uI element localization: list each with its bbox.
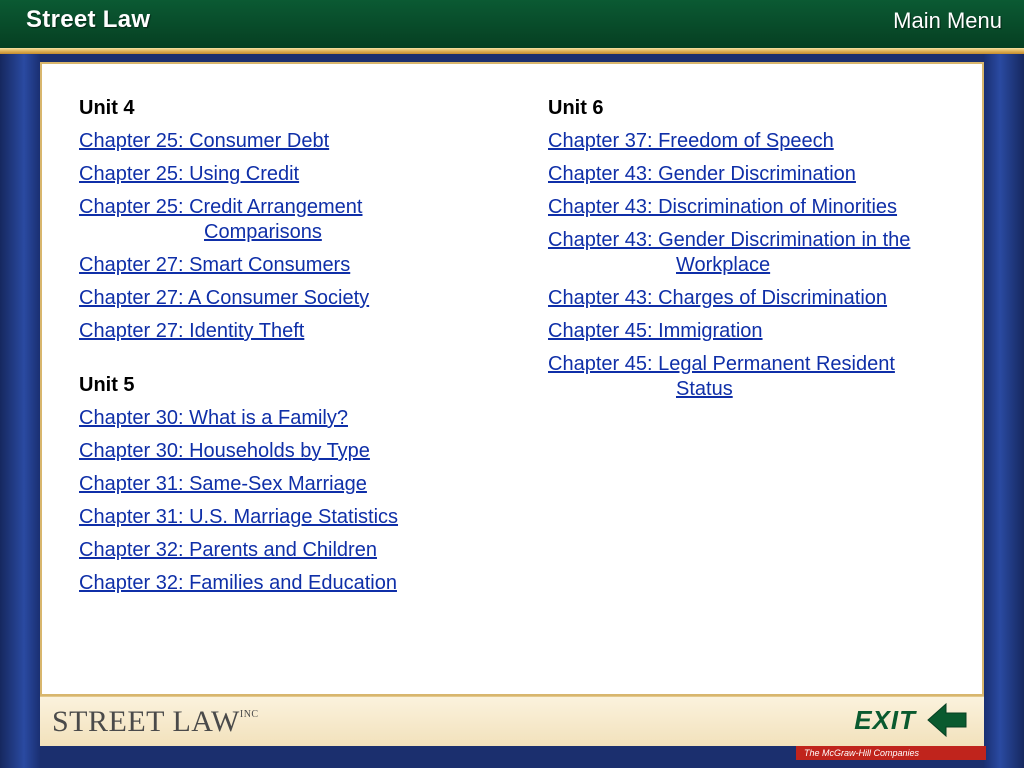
chapter-link[interactable]: Chapter 37: Freedom of Speech <box>548 130 834 152</box>
chapter-link[interactable]: Chapter 45: Immigration <box>548 320 763 342</box>
chapter-link[interactable]: Chapter 45: Legal Permanent Resident Status <box>548 353 895 400</box>
exit-button[interactable] <box>854 702 968 738</box>
chapter-link[interactable]: Chapter 32: Families and Education <box>79 572 397 594</box>
chapter-link[interactable]: Chapter 32: Parents and Children <box>79 539 377 561</box>
chapter-link[interactable]: Chapter 43: Discrimination of Minorities <box>548 196 898 218</box>
chapter-link[interactable]: Chapter 31: Same-Sex Marriage <box>79 473 367 495</box>
footer-bar <box>40 696 984 747</box>
top-bar <box>0 0 1024 48</box>
left-arrow-icon <box>926 702 968 738</box>
street-law-logo: STREET $LAW^{INC}$ <box>52 705 259 738</box>
right-frame <box>984 54 1024 768</box>
chapter-link[interactable]: Chapter 25: Credit Arrangement Comparisons <box>79 196 363 243</box>
chapter-link[interactable]: Chapter 30: Households by Type <box>79 440 370 462</box>
chapter-link[interactable]: Chapter 27: Smart Consumers <box>79 254 351 276</box>
unit-title: Unit 5 <box>79 374 135 396</box>
header-divider <box>0 48 1024 54</box>
unit-title: Unit 6 <box>548 97 604 119</box>
chapter-link[interactable]: Chapter 25: Consumer Debt <box>79 130 330 152</box>
main-menu-button[interactable]: Main Menu <box>893 8 1002 33</box>
chapter-link[interactable]: Chapter 25: Using Credit <box>79 163 300 185</box>
unit-title: Unit 4 <box>79 97 135 119</box>
right-column <box>548 96 978 410</box>
chapter-link[interactable]: Chapter 27: A Consumer Society <box>79 287 370 309</box>
left-frame <box>0 54 40 768</box>
publisher-badge: The McGraw-Hill Companies <box>796 746 986 760</box>
chapter-link[interactable]: Chapter 43: Gender Discrimination <box>548 163 856 185</box>
content-panel <box>40 62 984 696</box>
exit-label: EXIT <box>854 704 916 735</box>
left-column <box>79 96 519 604</box>
chapter-link[interactable]: Chapter 43: Charges of Discrimination <box>548 287 888 309</box>
app-title: Street Law <box>26 6 151 33</box>
chapter-link[interactable]: Chapter 31: U.S. Marriage Statistics <box>79 506 399 528</box>
chapter-link[interactable]: Chapter 27: Identity Theft <box>79 320 305 342</box>
chapter-link[interactable]: Chapter 43: Gender Discrimination in the Workplace <box>548 229 911 276</box>
chapter-link[interactable]: Chapter 30: What is a Family? <box>79 407 348 429</box>
bottom-frame <box>40 746 796 768</box>
